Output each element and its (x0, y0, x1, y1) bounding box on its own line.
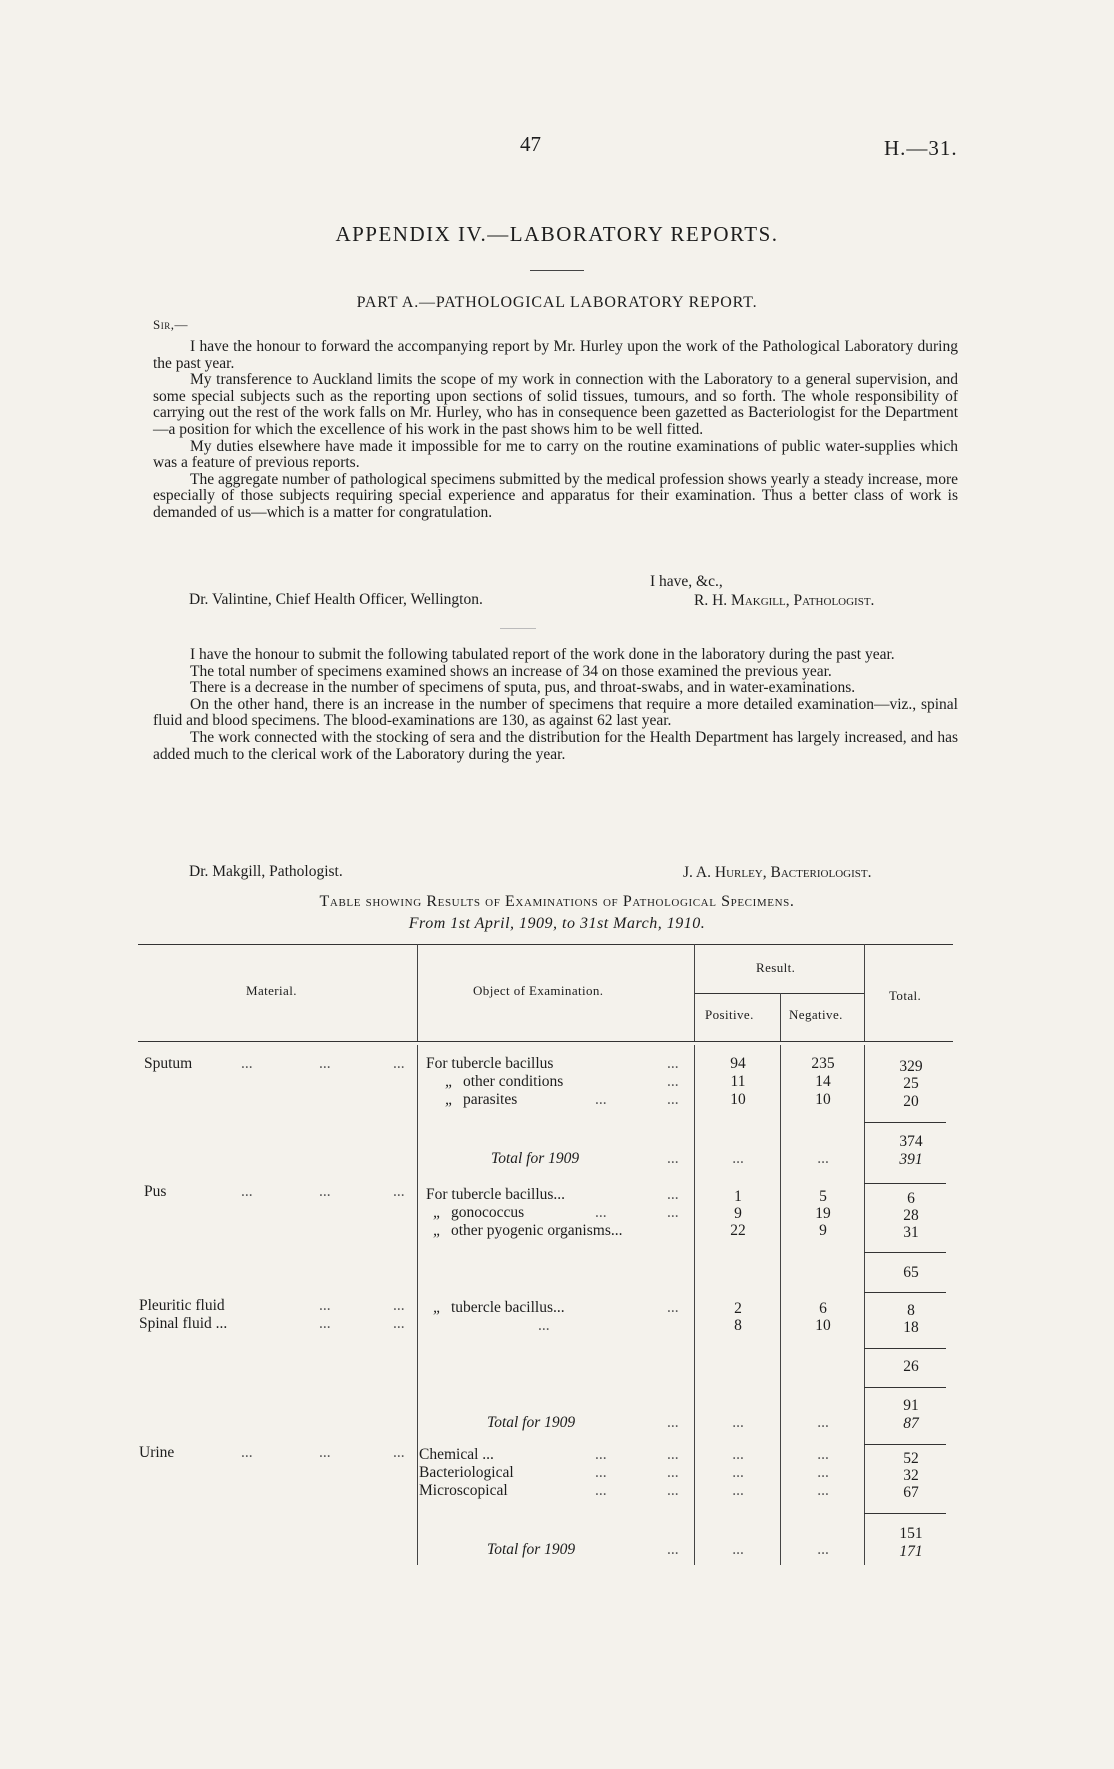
leader-dots: ... (319, 1183, 331, 1200)
leader-dots: ... (667, 1055, 679, 1072)
signature: R. H. Makgill, Pathologist. (694, 592, 875, 609)
paragraph: The total number of specimens examined shows an increase of 34 on those examined the previous year. (190, 662, 832, 680)
leader-dots: ... (667, 1414, 679, 1431)
total-cell: 67 (903, 1484, 919, 1501)
material-sputum: Sputum (144, 1055, 193, 1072)
subtotal-rule (864, 1444, 946, 1445)
header-total: Total. (889, 988, 922, 1003)
object-cell: other pyogenic organisms... (451, 1222, 623, 1239)
subtotal-rule (864, 1387, 946, 1388)
leader-dots: ... (732, 1414, 744, 1431)
object-cell: Chemical ... (419, 1446, 494, 1463)
negative-cell: ... (817, 1482, 829, 1499)
negative-cell: ... (817, 1464, 829, 1481)
column-divider (864, 1045, 865, 1565)
ditto-mark: „ (433, 1204, 442, 1221)
table-subtitle: From 1st April, 1909, to 31st March, 1910. (408, 915, 706, 932)
header-object: Object of Examination. (473, 983, 604, 998)
leader-dots: ... (393, 1297, 405, 1314)
leader-dots: ... (817, 1541, 829, 1558)
leader-dots: ... (667, 1446, 679, 1463)
leader-dots: ... (319, 1315, 331, 1332)
subtotal-cell: 151 (899, 1525, 923, 1542)
negative-cell: 235 (811, 1055, 835, 1072)
total-cell: 25 (903, 1075, 919, 1092)
object-cell: parasites (463, 1091, 518, 1108)
paragraph: On the other hand, there is an increase in the number of specimens that require a more detailed examination—viz., spinal fluid and blood specimens. The blood-examinations are 130, as against 62 last year. (153, 695, 958, 730)
paragraph: There is a decrease in the number of specimens of sputa, pus, and throat-swabs, and in water-examinations. (190, 679, 856, 697)
subtotal-rule (864, 1513, 946, 1514)
total-1909-cell: 171 (899, 1543, 923, 1560)
positive-cell: 1 (734, 1188, 742, 1205)
leader-dots: ... (595, 1446, 607, 1463)
result-divider (694, 993, 864, 994)
ditto-mark: „ (445, 1091, 454, 1108)
positive-cell: 9 (734, 1205, 742, 1222)
paragraph: The aggregate number of pathological specimens submitted by the medical profession shows yearly a steady increase, more especially of those subjects requiring special experience and apparatus for their examination. Thus a better class of work is demanded of us—which is a matter for congratulation. (153, 470, 958, 521)
leader-dots: ... (595, 1482, 607, 1499)
leader-dots: ... (667, 1299, 679, 1316)
total-cell: 32 (903, 1467, 919, 1484)
object-cell: Microscopical (419, 1482, 508, 1499)
negative-cell: 6 (819, 1300, 827, 1317)
leader-dots: ... (319, 1055, 331, 1072)
makgill-letter (153, 339, 958, 522)
object-cell: gonococcus (451, 1204, 525, 1221)
leader-dots: ... (732, 1150, 744, 1167)
object-cell: tubercle bacillus... (451, 1299, 565, 1316)
object-cell: other conditions (463, 1073, 564, 1090)
total-1909-cell: 87 (903, 1415, 919, 1432)
header-bottom-rule (138, 1041, 953, 1042)
header-result: Result. (756, 960, 796, 975)
material-spinal-fluid: Spinal fluid ... (139, 1315, 228, 1332)
leader-dots: ... (667, 1186, 679, 1203)
total-cell: 20 (903, 1093, 919, 1110)
salutation: Sir,— (153, 317, 188, 332)
subtotal-rule (864, 1183, 946, 1184)
column-divider (780, 993, 781, 1041)
column-divider (864, 944, 865, 1041)
paragraph: The work connected with the stocking of sera and the distribution for the Health Department has largely increased, and has added much to the clerical work of the Laboratory during the year. (153, 728, 958, 763)
positive-cell: 11 (730, 1073, 746, 1090)
table-title: Table showing Results of Examinations of Pathological Specimens. (319, 893, 795, 910)
paragraph: I have the honour to forward the accompanying report by Mr. Hurley upon the work of the Pathological Laboratory during the past year. (153, 338, 958, 372)
leader-dots: ... (667, 1091, 679, 1108)
column-divider (694, 944, 695, 1041)
column-divider (780, 1045, 781, 1565)
header-material: Material. (246, 983, 297, 998)
positive-cell: ... (732, 1446, 744, 1463)
leader-dots: ... (667, 1464, 679, 1481)
subtotal-cell: 65 (903, 1264, 919, 1281)
leader-dots: ... (595, 1204, 607, 1221)
total-cell: 31 (903, 1224, 919, 1241)
leader-dots: ... (393, 1183, 405, 1200)
leader-dots: ... (393, 1055, 405, 1072)
positive-cell: 10 (730, 1091, 746, 1108)
leader-dots: ... (667, 1073, 679, 1090)
subtotal-rule (864, 1252, 946, 1253)
material-pleuritic-fluid: Pleuritic fluid (139, 1297, 225, 1314)
total-cell: 18 (903, 1319, 919, 1336)
title-divider (530, 270, 584, 271)
paragraph: I have the honour to submit the following tabulated report of the work done in the laboratory during the past year. (190, 646, 895, 663)
leader-dots: ... (817, 1414, 829, 1431)
header-positive: Positive. (705, 1007, 754, 1022)
leader-dots: ... (667, 1204, 679, 1221)
total-label: Total for 1909 (491, 1150, 580, 1167)
negative-cell: 10 (815, 1317, 831, 1334)
object-cell: Bacteriological (419, 1464, 514, 1481)
signature: J. A. Hurley, Bacteriologist. (683, 864, 872, 881)
appendix-title: APPENDIX IV.—LABORATORY REPORTS. (335, 222, 779, 246)
leader-dots: ... (595, 1091, 607, 1108)
total-cell: 28 (903, 1207, 919, 1224)
positive-cell: ... (732, 1482, 744, 1499)
total-label: Total for 1909 (487, 1541, 576, 1558)
column-divider (417, 944, 418, 1041)
header-negative: Negative. (789, 1007, 843, 1022)
leader-dots: ... (667, 1150, 679, 1167)
negative-cell: 10 (815, 1091, 831, 1108)
positive-cell: ... (732, 1464, 744, 1481)
total-cell: 6 (907, 1190, 915, 1207)
object-cell: ... (538, 1317, 550, 1334)
addressee: Dr. Makgill, Pathologist. (189, 863, 343, 880)
leader-dots: ... (241, 1444, 253, 1461)
negative-cell: 19 (815, 1205, 831, 1222)
negative-cell: 5 (819, 1188, 827, 1205)
object-cell: For tubercle bacillus (426, 1055, 554, 1072)
column-divider (417, 1045, 418, 1565)
total-label: Total for 1909 (487, 1414, 576, 1431)
leader-dots: ... (319, 1444, 331, 1461)
leader-dots: ... (732, 1541, 744, 1558)
leader-dots: ... (817, 1150, 829, 1167)
ditto-mark: „ (445, 1073, 454, 1090)
material-urine: Urine (139, 1444, 175, 1461)
total-cell: 329 (899, 1058, 923, 1075)
subtotal-rule (864, 1292, 946, 1293)
ditto-mark: „ (433, 1299, 442, 1316)
material-pus: Pus (144, 1183, 167, 1200)
part-a-title: PART A.—PATHOLOGICAL LABORATORY REPORT. (356, 294, 758, 311)
subtotal-rule (864, 1122, 946, 1123)
subtotal-cell: 26 (903, 1358, 919, 1375)
total-cell: 8 (907, 1302, 915, 1319)
negative-cell: 9 (819, 1222, 827, 1239)
page-number: 47 (520, 132, 541, 156)
leader-dots: ... (241, 1183, 253, 1200)
leader-dots: ... (393, 1315, 405, 1332)
hurley-report (153, 647, 958, 763)
negative-cell: 14 (815, 1073, 831, 1090)
total-1909-cell: 391 (899, 1151, 923, 1168)
leader-dots: ... (667, 1541, 679, 1558)
column-divider (694, 1045, 695, 1565)
leader-dots: ... (241, 1055, 253, 1072)
positive-cell: 22 (730, 1222, 746, 1239)
positive-cell: 2 (734, 1300, 742, 1317)
leader-dots: ... (595, 1464, 607, 1481)
combined-total-cell: 91 (903, 1397, 919, 1414)
total-cell: 52 (903, 1450, 919, 1467)
negative-cell: ... (817, 1446, 829, 1463)
subtotal-rule (864, 1348, 946, 1349)
leader-dots: ... (667, 1482, 679, 1499)
subtotal-cell: 374 (899, 1133, 923, 1150)
paragraph: My duties elsewhere have made it impossible for me to carry on the routine examinations of public water-supplies which was a feature of previous reports. (153, 437, 958, 472)
document-code: H.—31. (884, 136, 958, 160)
paragraph: My transference to Auckland limits the scope of my work in connection with the Laboratory to a general supervision, and some special subjects such as the reporting upon sections of solid tissues, tumours, and so forth. The whole responsibility of carrying out the rest of the work falls on Mr. Hurley, who has in consequence been gazetted as Bacteriologist for the Department—a position for which the excellence of his work in the past shows him to be well fitted. (153, 371, 958, 438)
section-divider (500, 628, 536, 629)
ditto-mark: „ (433, 1222, 442, 1239)
closing: I have, &c., (650, 573, 723, 590)
table-top-rule (138, 944, 953, 945)
leader-dots: ... (393, 1444, 405, 1461)
addressee: Dr. Valintine, Chief Health Officer, Wellington. (189, 591, 483, 608)
object-cell: For tubercle bacillus... (426, 1186, 566, 1203)
leader-dots: ... (319, 1297, 331, 1314)
positive-cell: 94 (730, 1055, 746, 1072)
positive-cell: 8 (734, 1317, 742, 1334)
